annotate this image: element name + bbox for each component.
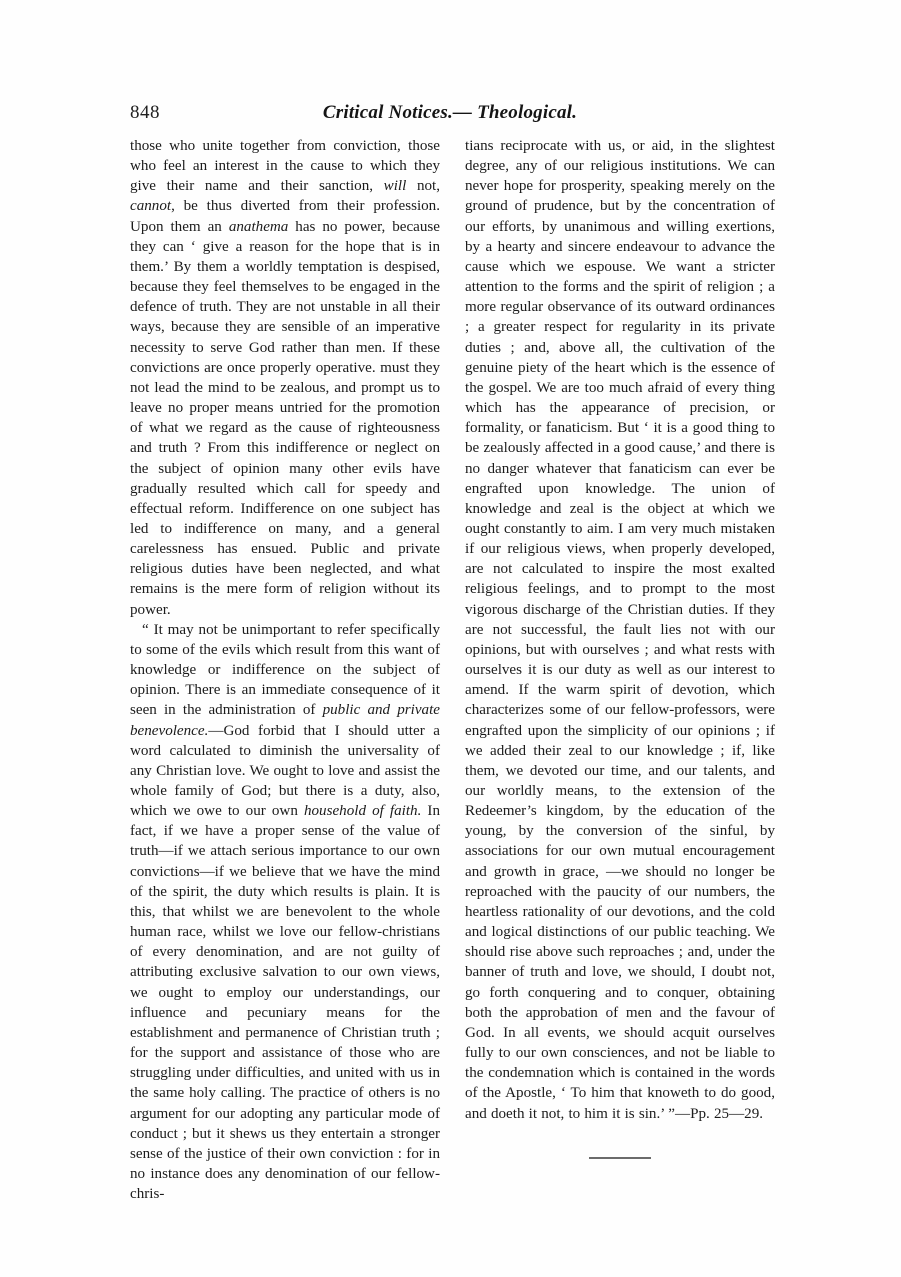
column-left: [130, 136, 440, 1204]
running-title: Critical Notices.— Theological.: [322, 102, 578, 123]
page-number: 848: [130, 102, 160, 123]
ornament-rule: [589, 1157, 651, 1159]
emphasis-public-private-benevolence: public and private benevolence.: [130, 702, 440, 739]
emphasis-household-of-faith: household of faith.: [303, 803, 422, 820]
para-2-text-b: —God forbid that I should utter a word calculated to diminish the universality of any Christian love. We ought to love and assist the whole family of God; but there is a duty, also, which we owe to our own: [130, 722, 440, 820]
para-2-text-a: “ It may not be unimportant to refer specifically to some of the evils which result from this want of knowledge or indifference on the subject of opinion. There is an immediate consequence of it seen in the administration of: [130, 621, 440, 719]
para-1-text-d: has no power, because they can ‘ give a reason for the hope that is in them.’ By them a worldly temptation is despised, because they feel themselves to be engaged in the defence of truth. They are not unstable in all their ways, because they are sensible of an imperative necessity to serve God rather than men. If these convictions are once properly operative. must they not lead the mind to be zealous, and prompt us to leave no proper means untried for the promotion of what we regard as the cause of righteousness and truth ? From this indifference or neglect on the subject of opinion many other evils have gradually resulted which call for speedy and effectual reform. Indifference on one subject has led to indifference on many, and a general carelessness has ensued. Public and private religious duties have been neglected, and what remains is the mere form of religion without its power.: [130, 218, 440, 618]
emphasis-cannot: cannot: [130, 198, 172, 215]
para-1-text-a: those who unite together from conviction, those who feel an interest in the cause to which they give their name and their sanction,: [130, 138, 440, 195]
emphasis-will: will: [383, 178, 407, 195]
paragraph-one: [130, 136, 440, 620]
section-end-ornament: [465, 1146, 775, 1164]
column-right: [465, 136, 775, 1124]
emphasis-anathema: anathema: [228, 218, 289, 235]
paragraph-two: [130, 620, 440, 1205]
paragraph-two-continued: tians reciprocate with us, or aid, in the slightest degree, any of our religious institutions. We can never hope for prosperity, speaking merely on the ground of prudence, but by the concentration of our efforts, by unanimous and willing exertions, by a hearty and sincere endeavour to advance the cause which we espouse. We want a stricter attention to the forms and the spirit of religion ; a more regular observance of its outward ordinances ; a greater respect for regularity in its private duties ; and, above all, the cultivation of the genuine piety of the heart which is the essence of the gospel. We are too much afraid of every thing which has the appearance of precision, or formality, or fanaticism. But ‘ it is a good thing to be zealously affected in a good cause,’ and there is no danger whatever that fanaticism can ever be engrafted upon knowledge. The union of knowledge and zeal is the object at which we ought constantly to aim. I am very much mistaken if our religious views, when properly developed, are not calculated to inspire the most exalted religious feelings, and to prompt to the most vigorous discharge of the Christian duties. If they are not successful, the fault lies not with our opinions, but with ourselves ; and what rests with ourselves it is our duty as well as our interest to amend. If the warm spirit of devotion, which characterizes some of our fellow-professors, were engrafted upon the simplicity of our opinions ; if we added their zeal to our knowledge ; if, like them, we devoted our time, and our talents, and our worldly means, to the extension of the Redeemer’s kingdom, by the education of the young, by the conversion of the sinful, by associations for our own mutual encouragement and growth in grace, —we should no longer be reproached with the paucity of our numbers, the heartless rationality of our devotions, and the cold and logical distinctions of our public teaching. We should rise above such reproaches ; and, under the banner of truth and love, we should, I doubt not, go forth conquering and to conquer, obtaining both the approbation of men and the favour of God. In all events, we should acquit ourselves fully to our own consciences, and not be liable to the condemnation which is contained in the words of the Apostle, ‘ To him that knoweth to do good, and doeth it not, to him it is sin.’ ”—Pp. 25—29.: [465, 138, 775, 1122]
running-head: [130, 102, 770, 128]
para-2-text-c: In fact, if we have a proper sense of the value of truth—if we attach serious importance to our own convictions—if we believe that we have the mind of the spirit, the duty which results is plain. It is this, that whilst we are benevolent to the whole human race, whilst we love our fellow-christians of every denomination, and are not guilty of attributing exclusive salvation to our own views, we ought to employ our understandings, our influence and pecuniary means for the establishment and permanence of Christian truth ; for the support and assistance of those who are struggling under difficulties, and united with us in the same holy calling. The practice of others is no argument for our adopting any particular mode of conduct ; but it shews us they entertain a stronger sense of the justice of their own conviction : for in no instance does any denomination of our fellow-chris-: [130, 803, 440, 1203]
para-1-text-c: , be thus diverted from their profession. Upon them an: [130, 198, 440, 235]
para-1-text-b: not,: [406, 178, 441, 195]
